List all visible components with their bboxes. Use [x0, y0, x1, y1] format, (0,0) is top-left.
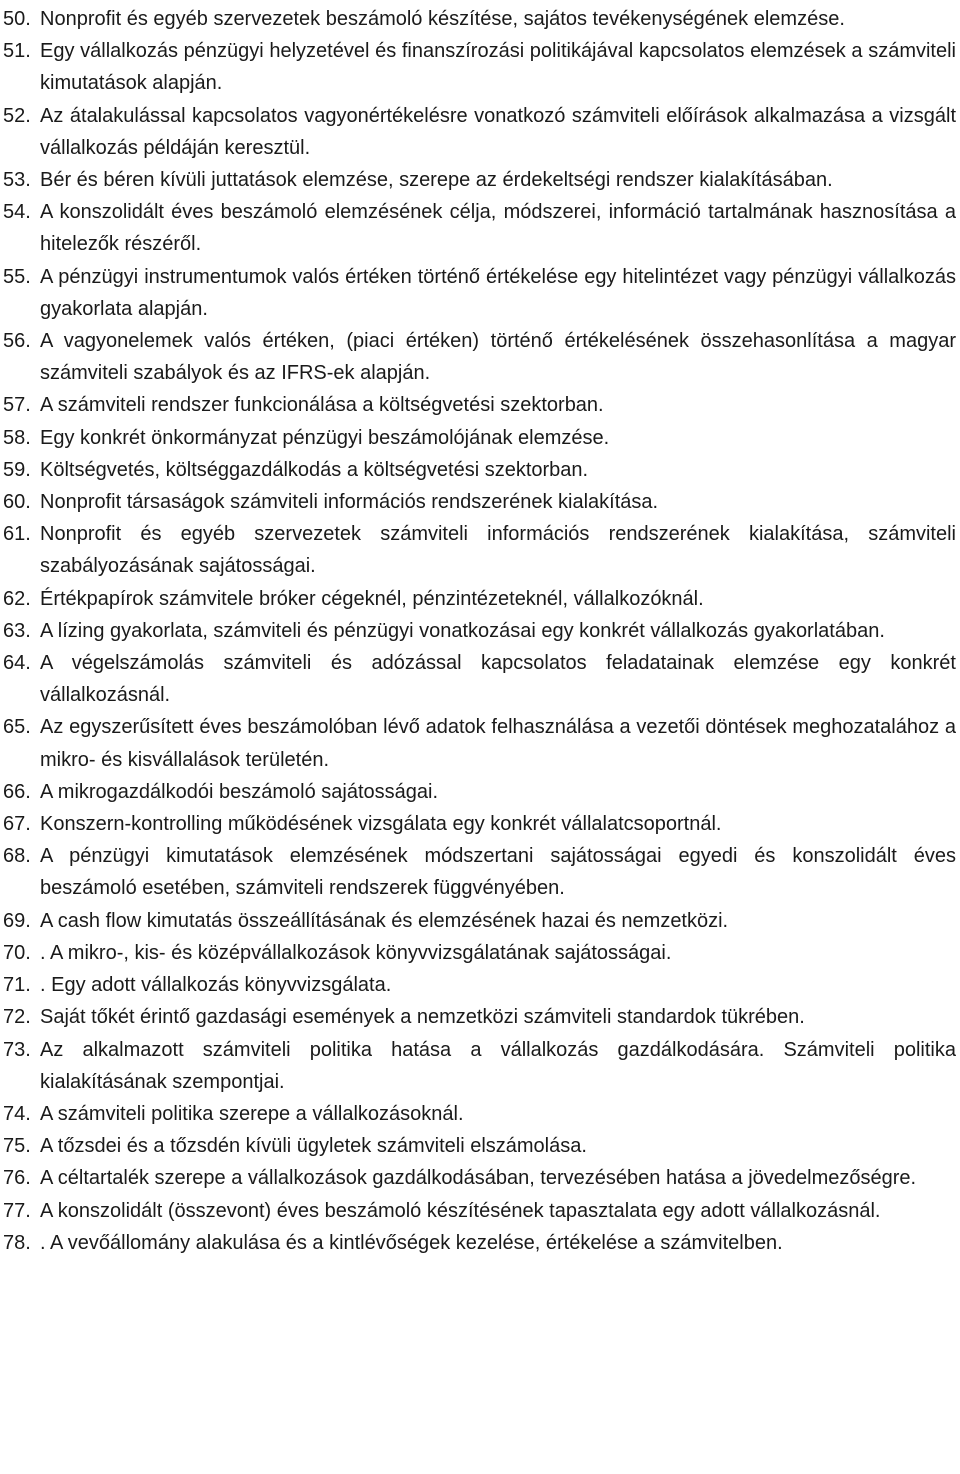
- list-item: [3, 583, 956, 615]
- list-item: [3, 325, 956, 389]
- item-number: 55.: [3, 265, 31, 288]
- list-item: [3, 1227, 956, 1259]
- topic-list: [3, 3, 956, 1259]
- item-number: 78.: [3, 1231, 31, 1254]
- item-number: 67.: [3, 813, 31, 836]
- list-item: [3, 776, 956, 808]
- list-item: [3, 3, 956, 35]
- item-text: A pénzügyi kimutatások elemzésének módszertani sajátosságai egyedi és konszolidált éves beszámoló esetében, számviteli rendszerek függvényében.: [40, 845, 956, 900]
- item-number: 71.: [3, 974, 31, 997]
- item-text: . Egy adott vállalkozás könyvvizsgálata.: [40, 974, 392, 997]
- item-number: 74.: [3, 1102, 31, 1125]
- item-number: 66.: [3, 780, 31, 803]
- item-text: A vagyonelemek valós értéken, (piaci értéken) történő értékelésének összehasonlítása a magyar számviteli szabályok és az IFRS-ek alapján.: [40, 330, 956, 385]
- item-number: 50.: [3, 8, 31, 30]
- list-item: [3, 905, 956, 937]
- list-item: [3, 1001, 956, 1033]
- list-item: [3, 389, 956, 421]
- item-number: 62.: [3, 587, 31, 610]
- item-text: Az alkalmazott számviteli politika hatása a vállalkozás gazdálkodására. Számviteli politika kialakításának szempontjai.: [40, 1038, 956, 1093]
- item-text: Bér és béren kívüli juttatások elemzése, szerepe az érdekeltségi rendszer kialakításában.: [40, 169, 833, 192]
- item-number: 63.: [3, 619, 31, 642]
- item-text: A végelszámolás számviteli és adózással kapcsolatos feladatainak elemzése egy konkrét vállalkozásnál.: [40, 652, 956, 707]
- item-text: Költségvetés, költséggazdálkodás a költségvetési szektorban.: [40, 458, 589, 481]
- item-text: Nonprofit és egyéb szervezetek számviteli információs rendszerének kialakítása, számviteli szabályozásának sajátosságai.: [40, 523, 956, 578]
- list-item: [3, 100, 956, 164]
- item-text: A mikrogazdálkodói beszámoló sajátosságai.: [40, 780, 438, 803]
- item-number: 76.: [3, 1167, 31, 1190]
- list-item: [3, 969, 956, 1001]
- list-item: [3, 647, 956, 711]
- item-text: A pénzügyi instrumentumok valós értéken történő értékelése egy hitelintézet vagy pénzügyi vállalkozás gyakorlata alapján.: [40, 265, 956, 320]
- item-number: 58.: [3, 426, 31, 449]
- list-item: [3, 1195, 956, 1227]
- item-text: Az egyszerűsített éves beszámolóban lévő adatok felhasználása a vezetői döntések meghozatalához a mikro- és kisvállalások területén.: [40, 716, 956, 771]
- list-item: [3, 1034, 956, 1098]
- item-number: 73.: [3, 1038, 31, 1061]
- item-text: A konszolidált éves beszámoló elemzésének célja, módszerei, információ tartalmának hasznosítása a hitelezők részéről.: [40, 201, 956, 256]
- item-number: 56.: [3, 330, 31, 353]
- list-item: [3, 518, 956, 582]
- item-text: . A vevőállomány alakulása és a kintlévőségek kezelése, értékelése a számvitelben.: [40, 1231, 783, 1254]
- item-text: A számviteli rendszer funkcionálása a költségvetési szektorban.: [40, 394, 604, 417]
- list-item: [3, 711, 956, 775]
- item-number: 69.: [3, 909, 31, 932]
- list-item: [3, 486, 956, 518]
- list-item: [3, 261, 956, 325]
- item-number: 61.: [3, 523, 31, 546]
- item-number: 52.: [3, 104, 31, 127]
- item-number: 72.: [3, 1006, 31, 1029]
- item-text: A céltartalék szerepe a vállalkozások gazdálkodásában, tervezésében hatása a jövedelmezőségre.: [40, 1167, 917, 1190]
- item-text: A cash flow kimutatás összeállításának és elemzésének hazai és nemzetközi.: [40, 909, 729, 932]
- item-text: Nonprofit és egyéb szervezetek beszámoló készítése, sajátos tevékenységének elemzése.: [40, 8, 845, 30]
- item-number: 54.: [3, 201, 31, 224]
- list-item: [3, 164, 956, 196]
- item-number: 59.: [3, 458, 31, 481]
- item-number: 65.: [3, 716, 31, 739]
- item-number: 60.: [3, 491, 31, 514]
- item-text: Konszern-kontrolling működésének vizsgálata egy konkrét vállalatcsoportnál.: [40, 813, 722, 836]
- list-item: [3, 1098, 956, 1130]
- item-number: 75.: [3, 1135, 31, 1158]
- item-number: 68.: [3, 845, 31, 868]
- item-number: 77.: [3, 1199, 31, 1222]
- list-item: [3, 196, 956, 260]
- item-number: 53.: [3, 169, 31, 192]
- item-text: Egy vállalkozás pénzügyi helyzetével és finanszírozási politikájával kapcsolatos elemzések a számviteli kimutatások alapján.: [40, 40, 956, 95]
- item-text: Értékpapírok számvitele bróker cégeknél, pénzintézeteknél, vállalkozóknál.: [40, 587, 704, 610]
- list-item: [3, 454, 956, 486]
- item-number: 51.: [3, 40, 31, 63]
- item-number: 70.: [3, 941, 31, 964]
- list-item: [3, 1130, 956, 1162]
- list-item: [3, 422, 956, 454]
- item-text: Saját tőkét érintő gazdasági események a nemzetközi számviteli standardok tükrében.: [40, 1006, 805, 1029]
- list-item: [3, 808, 956, 840]
- item-text: Az átalakulással kapcsolatos vagyonértékelésre vonatkozó számviteli előírások alkalmazása a vizsgált vállalkozás példáján keresztül.: [40, 104, 956, 159]
- item-text: A konszolidált (összevont) éves beszámoló készítésének tapasztalata egy adott vállalkozásnál.: [40, 1199, 881, 1222]
- item-text: A számviteli politika szerepe a vállalkozásoknál.: [40, 1102, 464, 1125]
- item-text: Egy konkrét önkormányzat pénzügyi beszámolójának elemzése.: [40, 426, 610, 449]
- list-item: [3, 35, 956, 99]
- item-text: . A mikro-, kis- és középvállalkozások könyvvizsgálatának sajátosságai.: [40, 941, 672, 964]
- list-item: [3, 840, 956, 904]
- item-text: Nonprofit társaságok számviteli információs rendszerének kialakítása.: [40, 491, 659, 514]
- item-number: 64.: [3, 652, 31, 675]
- list-item: [3, 1162, 956, 1194]
- item-text: A lízing gyakorlata, számviteli és pénzügyi vonatkozásai egy konkrét vállalkozás gyakorlatában.: [40, 619, 885, 642]
- item-text: A tőzsdei és a tőzsdén kívüli ügyletek számviteli elszámolása.: [40, 1135, 587, 1158]
- list-item: [3, 937, 956, 969]
- item-number: 57.: [3, 394, 31, 417]
- list-item: [3, 615, 956, 647]
